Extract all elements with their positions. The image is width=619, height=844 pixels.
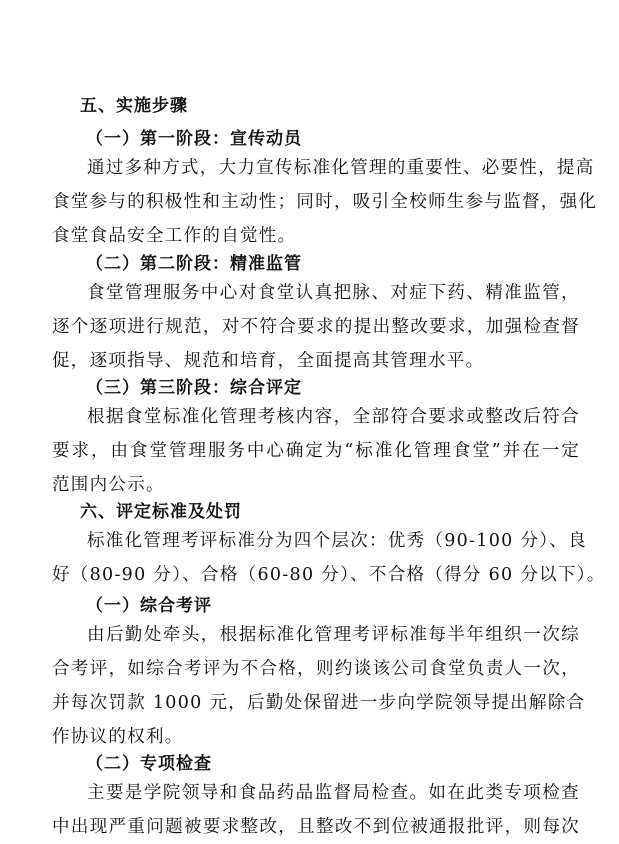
paragraph-comprehensive-evaluation — [52, 618, 586, 754]
text-line: 食堂管理服务中心对食堂认真把脉、对症下药、精准监管， — [87, 283, 580, 303]
text-line: 要求，由食堂管理服务中心确定为“标准化管理食堂”并在一定 — [52, 441, 580, 461]
text-line: 好（80-90 分）、合格（60-80 分）、不合格（得分 60 分以下）。 — [52, 565, 606, 585]
text-line: 中出现严重问题被要求整改，且整改不到位被通报批评，则每次 — [52, 817, 580, 837]
text-line: 食堂参与的积极性和主动性；同时，吸引全校师生参与监督，强化 — [52, 192, 598, 212]
subheading-stage-one: （一）第一阶段：宣传动员 — [86, 129, 302, 149]
text-line: 作协议的权利。 — [52, 727, 184, 747]
text-line: 合考评，如综合考评为不合格，则约谈该公司食堂负责人一次， — [52, 659, 580, 679]
text-line: 通过多种方式，大力宣传标准化管理的重要性、必要性，提高 — [87, 158, 595, 178]
paragraph-special-inspection — [52, 776, 580, 844]
paragraph-stage-one — [52, 151, 598, 253]
text-line: 并每次罚款 1000 元，后勤处保留进一步向学院领导提出解除合 — [52, 693, 586, 713]
section-heading-implementation-steps: 五、实施步骤 — [80, 96, 188, 116]
subheading-stage-three: （三）第三阶段：综合评定 — [86, 378, 302, 398]
paragraph-stage-three — [52, 400, 580, 502]
section-heading-standards-penalties: 六、评定标准及处罚 — [80, 502, 242, 522]
text-line: 逐个逐项进行规范，对不符合要求的提出整改要求，加强检查督 — [52, 317, 580, 337]
text-line: 范围内公示。 — [52, 475, 165, 495]
text-line: 食堂食品安全工作的自觉性。 — [52, 226, 297, 246]
subheading-stage-two: （二）第二阶段：精准监管 — [86, 254, 302, 274]
text-line: 促，逐项指导、规范和培育，全面提高其管理水平。 — [52, 351, 485, 371]
text-line: 主要是学院领导和食品药品监督局检查。如在此类专项检查 — [87, 783, 580, 803]
paragraph-standards-intro — [52, 524, 606, 592]
text-line: 由后勤处牵头，根据标准化管理考评标准每半年组织一次综 — [87, 625, 580, 645]
text-line: 标准化管理考评标准分为四个层次：优秀（90-100 分）、良 — [87, 531, 587, 551]
text-line: 根据食堂标准化管理考核内容，全部符合要求或整改后符合 — [87, 407, 580, 427]
subheading-comprehensive-evaluation: （一）综合考评 — [86, 596, 212, 616]
subheading-special-inspection: （二）专项检查 — [86, 754, 212, 774]
paragraph-stage-two — [52, 276, 580, 378]
